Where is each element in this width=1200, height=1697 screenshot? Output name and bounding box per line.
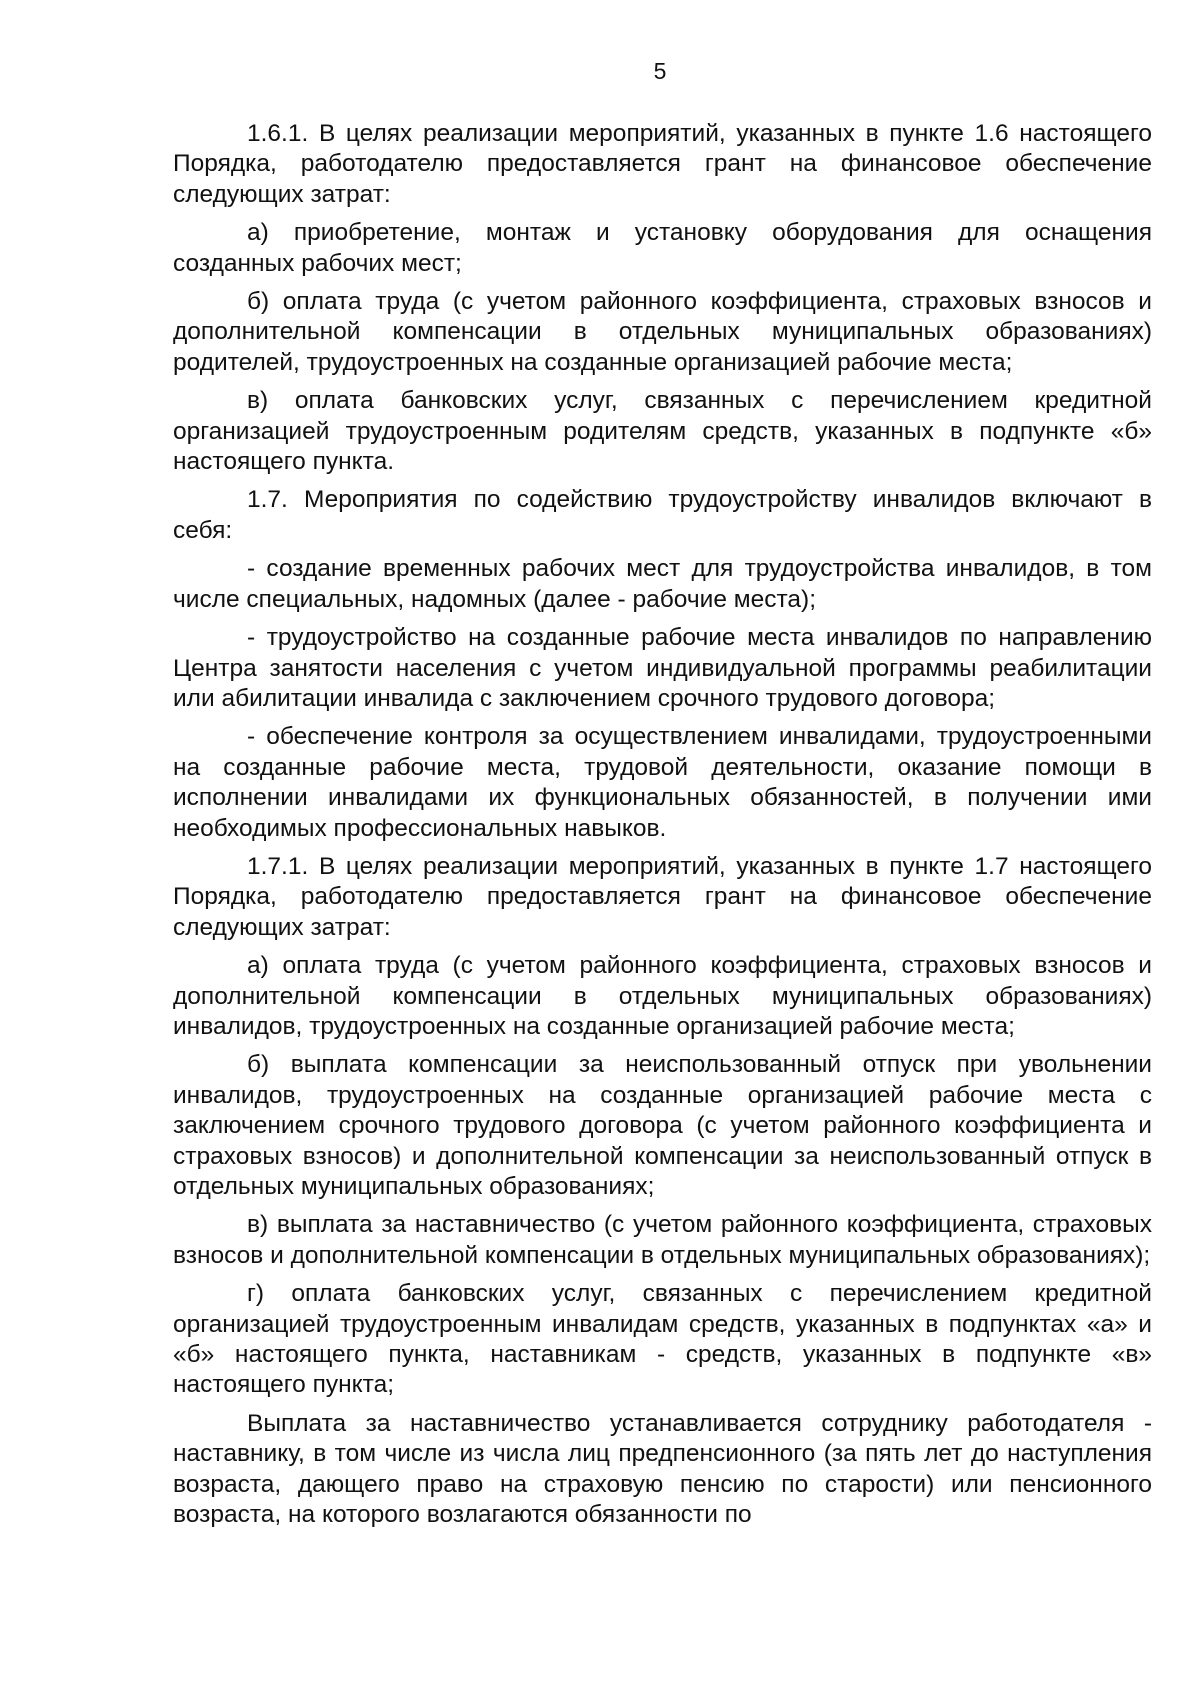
paragraph-1-6-1: 1.6.1. В целях реализации мероприятий, указанных в пункте 1.6 настоящего Порядка, работодателю предоставляется грант на финансовое обеспечение следующих затрат: bbox=[173, 120, 1152, 208]
paragraph-1-7-1-g: г) оплата банковских услуг, связанных с перечислением кредитной организацией трудоустроенным инвалидам средств, указанных в подпунктах «а» и «б» настоящего пункта, наставникам - средств, указанных в подпункте «в» настоящего пункта; bbox=[173, 1280, 1152, 1399]
paragraph-1-7-1-a: а) оплата труда (с учетом районного коэффициента, страховых взносов и дополнительной компенсации в отдельных муниципальных образованиях) инвалидов, трудоустроенных на созданные организацией рабочие места; bbox=[173, 952, 1152, 1040]
paragraph-1-7-1-b: б) выплата компенсации за неиспользованный отпуск при увольнении инвалидов, трудоустроенных на созданные организацией рабочие места с заключением срочного трудового договора (с учетом районного коэффициента и страховых взносов) и дополнительной компенсации за неиспользованный отпуск в отдельных муниципальных образованиях; bbox=[173, 1051, 1152, 1200]
paragraph-1-7-1-v: в) выплата за наставничество (с учетом районного коэффициента, страховых взносов и дополнительной компенсации в отдельных муниципальных образованиях); bbox=[173, 1211, 1152, 1269]
paragraph-1-6-1-a: а) приобретение, монтаж и установку оборудования для оснащения созданных рабочих мест; bbox=[173, 219, 1152, 277]
paragraph-1-6-1-v: в) оплата банковских услуг, связанных с перечислением кредитной организацией трудоустроенным родителям средств, указанных в подпункте «б» настоящего пункта. bbox=[173, 387, 1152, 476]
page-number: 5 bbox=[653, 58, 667, 84]
paragraph-1-7-item-3: - обеспечение контроля за осуществлением инвалидами, трудоустроенными на созданные рабочие места, трудовой деятельности, оказание помощи в исполнении инвалидами их функциональных обязанностей, в получении ими необходимых профессиональных навыков. bbox=[173, 723, 1152, 842]
paragraph-1-7: 1.7. Мероприятия по содействию трудоустройству инвалидов включают в себя: bbox=[173, 486, 1152, 544]
document-body bbox=[173, 119, 1152, 1530]
paragraph-1-7-item-2: - трудоустройство на созданные рабочие места инвалидов по направлению Центра занятости населения с учетом индивидуальной программы реабилитации или абилитации инвалида с заключением срочного трудового договора; bbox=[173, 624, 1152, 712]
paragraph-1-6-1-b: б) оплата труда (с учетом районного коэффициента, страховых взносов и дополнительной компенсации в отдельных муниципальных образованиях) родителей, трудоустроенных на созданные организацией рабочие места; bbox=[173, 288, 1152, 376]
paragraph-mentorship-payment: Выплата за наставничество устанавливается сотруднику работодателя - наставнику, в том числе из числа лиц предпенсионного (за пять лет до наступления возраста, дающего право на страховую пенсию по старости) или пенсионного возраста, на которого возлагаются обязанности по bbox=[173, 1409, 1152, 1529]
paragraph-1-7-1: 1.7.1. В целях реализации мероприятий, указанных в пункте 1.7 настоящего Порядка, работодателю предоставляется грант на финансовое обеспечение следующих затрат: bbox=[173, 852, 1152, 941]
paragraph-1-7-item-1: - создание временных рабочих мест для трудоустройства инвалидов, в том числе специальных, надомных (далее - рабочие места); bbox=[173, 555, 1152, 613]
